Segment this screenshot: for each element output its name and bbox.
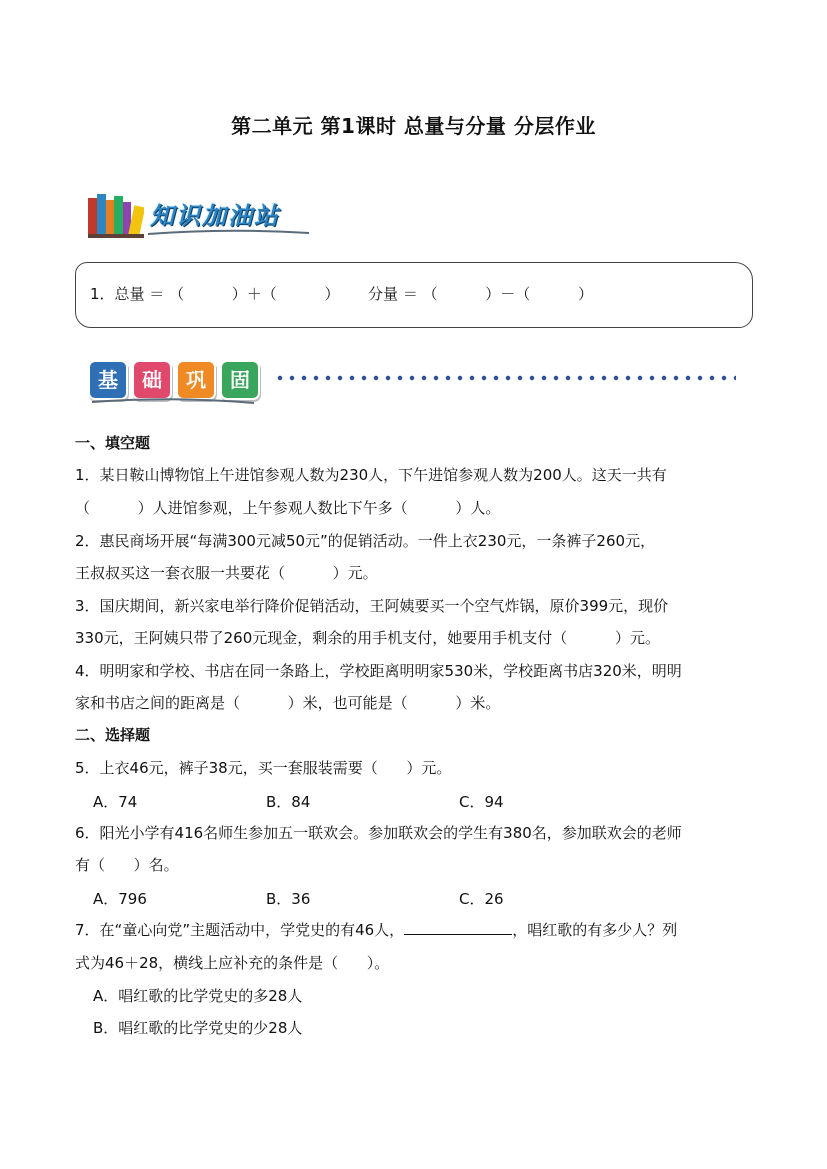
question-7-text-end: ，唱红歌的有多少人？列	[512, 921, 678, 939]
question-5-option-c: C．94	[459, 793, 504, 811]
page-title: 第二单元 第1课时 总量与分量 分层作业	[231, 114, 596, 138]
basics-tile-2: 础	[132, 360, 172, 400]
basics-tile-3: 巩	[176, 360, 216, 400]
question-5-option-b: B．84	[266, 793, 311, 811]
answer-blank-line	[404, 920, 512, 935]
question-7-option-a: A．唱红歌的比学党史的多28人	[93, 987, 303, 1005]
question-6-option-c: C．26	[459, 890, 504, 908]
knowledge-header	[88, 188, 318, 240]
question-3-line-2: 330元，王阿姨只带了260元现金，剩余的用手机支付，她要用手机支付（ ）元。	[75, 629, 660, 647]
dotted-divider	[274, 374, 736, 382]
header-underline	[146, 228, 311, 238]
question-1-line-2: （ ）人进馆参观，上午参观人数比下午多（ ）人。	[75, 499, 501, 517]
question-2-line-1: 2．惠民商场开展“每满300元减50元”的促销活动。一件上衣230元，一条裤子260元，	[75, 532, 656, 550]
question-7-option-b: B．唱红歌的比学党史的少28人	[93, 1019, 303, 1037]
question-5-option-a: A．74	[93, 793, 138, 811]
knowledge-header-label: 知识加油站	[150, 202, 280, 230]
books-icon	[88, 192, 144, 238]
section-choice: 二、选择题	[75, 726, 151, 744]
question-1-line-1: 1．某日鞍山博物馆上午进馆参观人数为230人，下午进馆参观人数为200人。这天一共有	[75, 466, 667, 484]
question-4-line-2: 家和书店之间的距离是（ ）米，也可能是（ ）米。	[75, 694, 501, 712]
question-6-option-a: A．796	[93, 890, 147, 908]
basics-header	[88, 354, 748, 410]
basics-tile-1: 基	[88, 360, 128, 400]
question-7-text-start: 7．在“童心向党”主题活动中，学党史的有46人，	[75, 921, 405, 939]
knowledge-formula: 1．总量 ＝ （ ）＋（ ） 分量 ＝ （ ）－（ ）	[90, 285, 593, 303]
question-7-line-2: 式为46＋28，横线上应补充的条件是（ ）。	[75, 954, 390, 972]
basics-tile-4: 固	[220, 360, 260, 400]
question-5: 5．上衣46元，裤子38元，买一套服装需要（ ）元。	[75, 759, 452, 777]
knowledge-box	[75, 262, 753, 328]
question-7-line-1	[75, 919, 677, 940]
question-6-line-1: 6．阳光小学有416名师生参加五一联欢会。参加联欢会的学生有380名，参加联欢会的老师	[75, 824, 682, 842]
header-underline	[88, 394, 258, 408]
question-4-line-1: 4．明明家和学校、书店在同一条路上，学校距离明明家530米，学校距离书店320米，明明	[75, 662, 682, 680]
question-2-line-2: 王叔叔买这一套衣服一共要花（ ）元。	[75, 564, 378, 582]
question-6-line-2: 有（ ）名。	[75, 856, 179, 874]
question-3-line-1: 3．国庆期间，新兴家电举行降价促销活动，王阿姨要买一个空气炸锅，原价399元，现价	[75, 597, 669, 615]
question-6-option-b: B．36	[266, 890, 311, 908]
section-fill-blank: 一、填空题	[75, 434, 151, 452]
